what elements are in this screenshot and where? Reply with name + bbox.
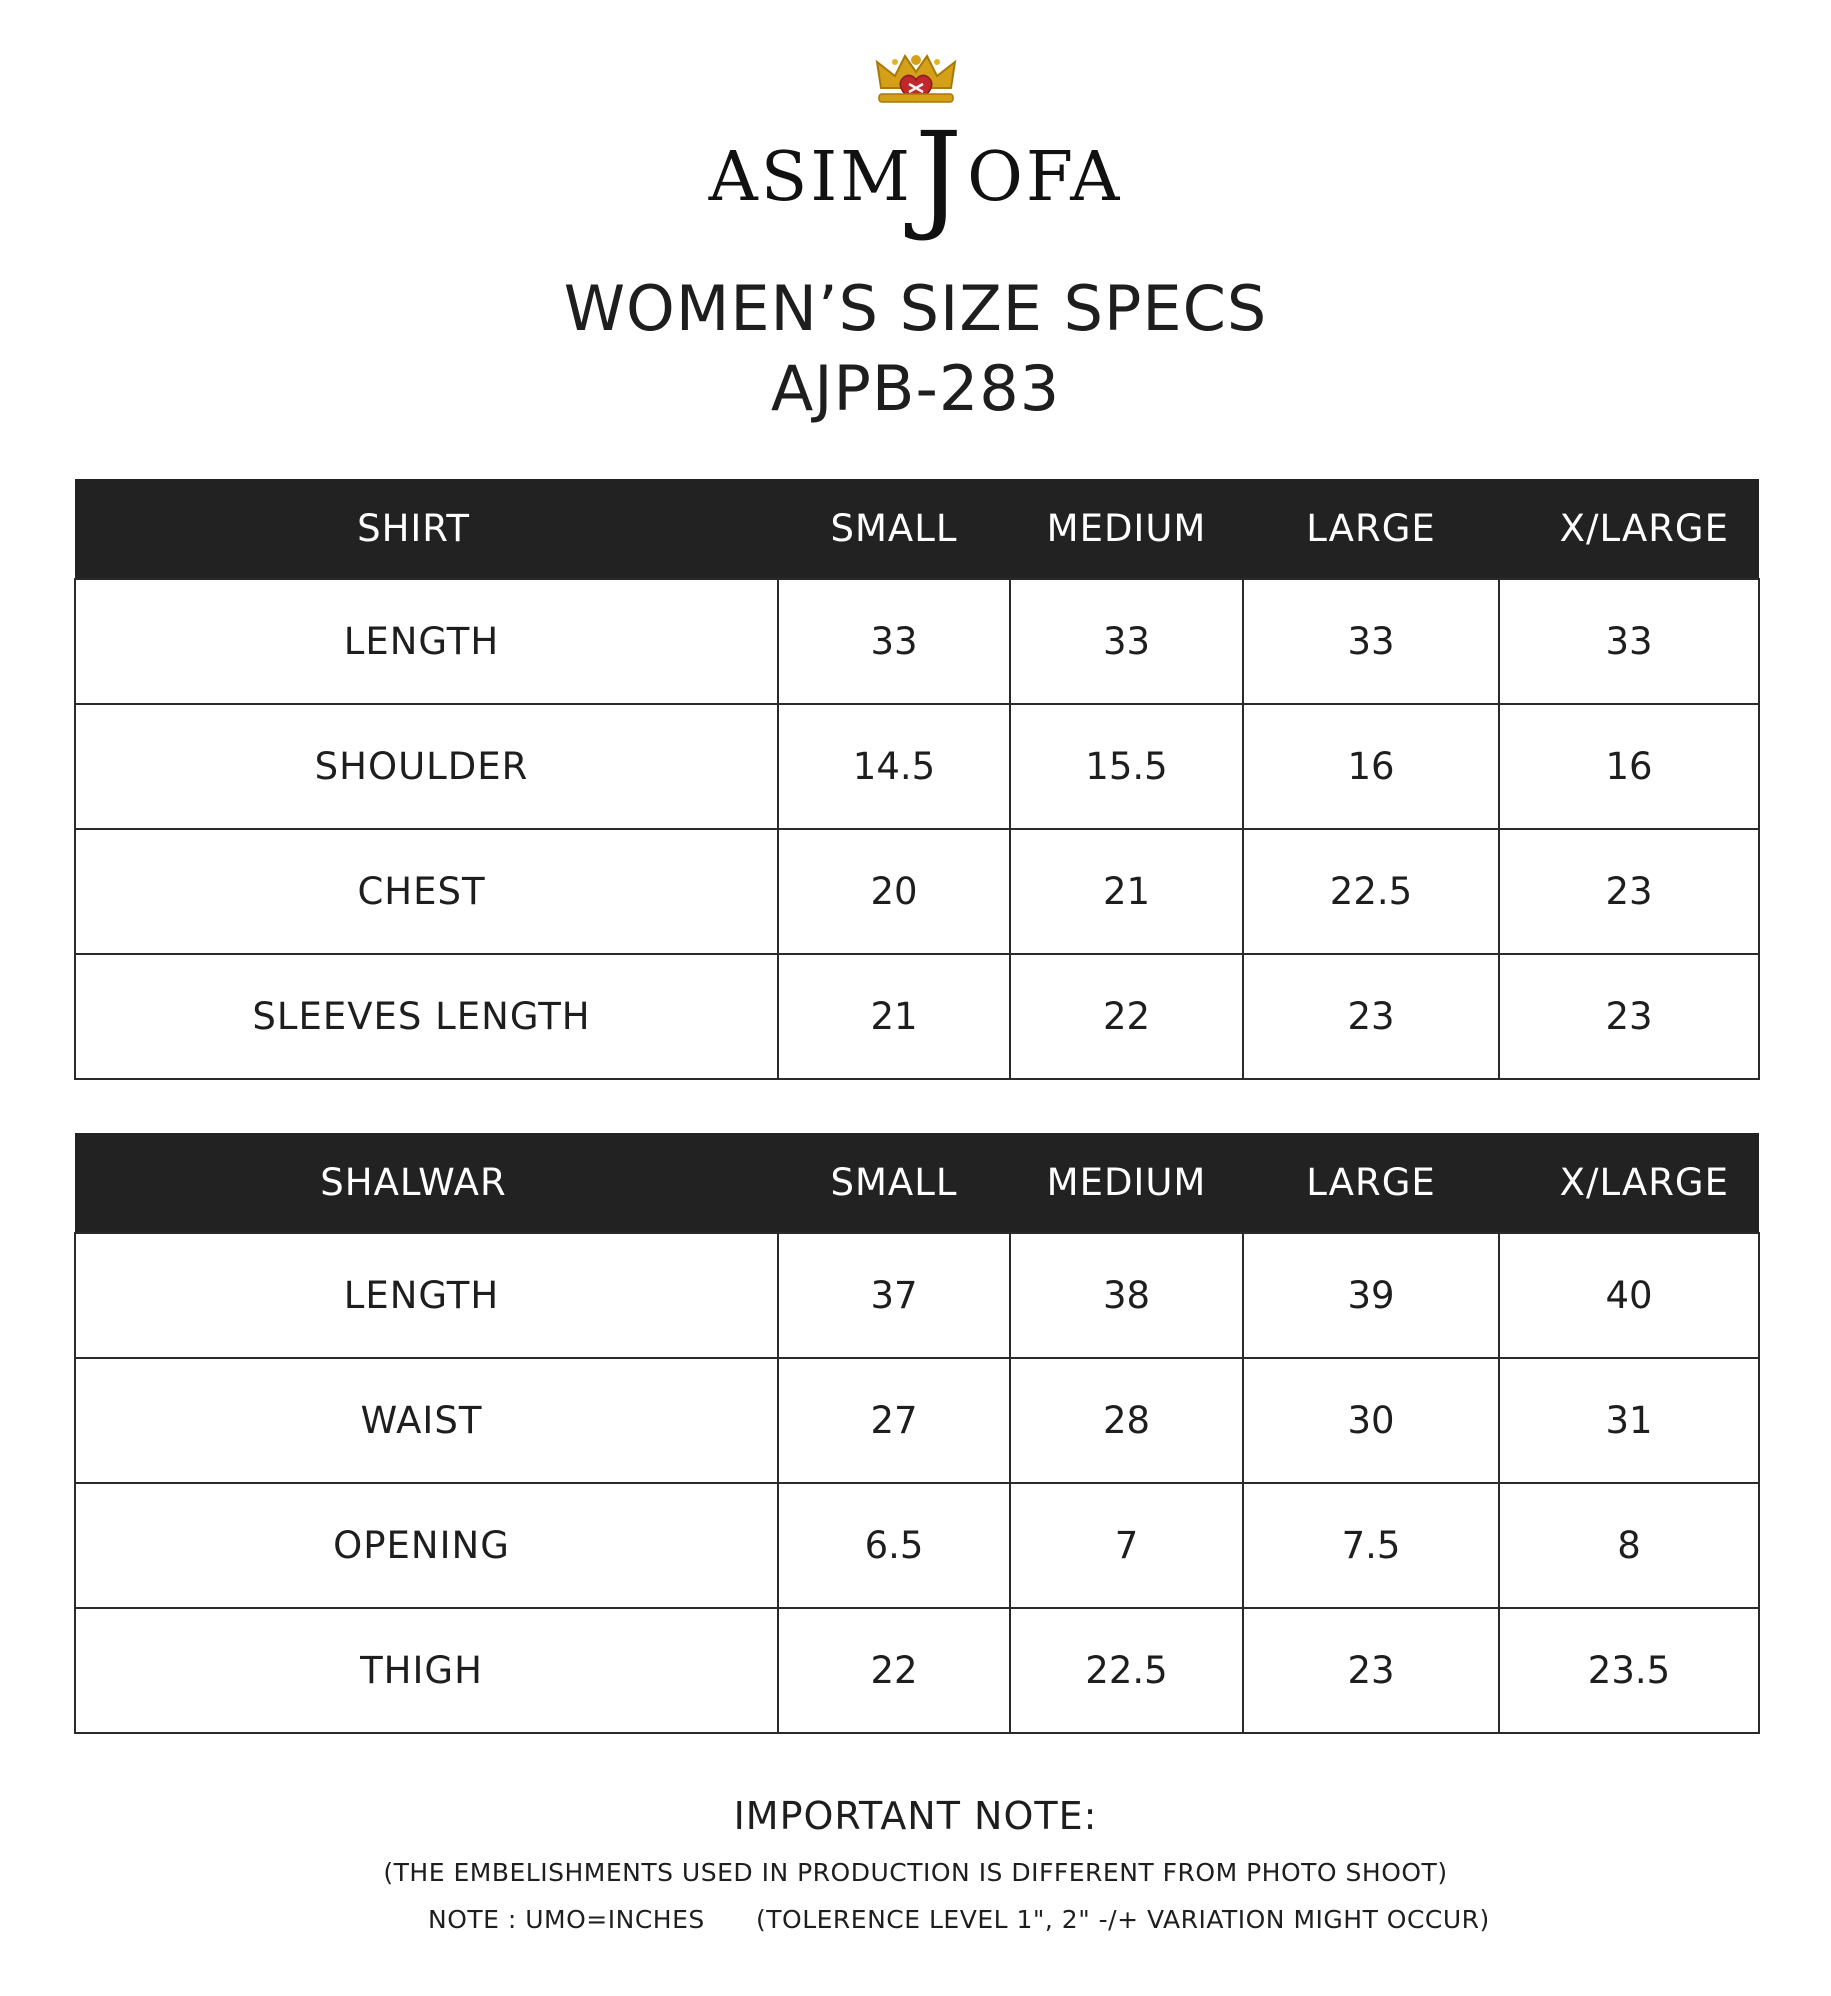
size-value: 21 (1010, 829, 1243, 954)
row-label: CHEST (75, 829, 778, 954)
table-row (75, 1233, 1759, 1358)
table-row (75, 704, 1759, 829)
size-value: 7 (1010, 1483, 1243, 1608)
product-code: AJPB-283 (770, 352, 1061, 425)
table-row (75, 1358, 1759, 1483)
size-value: 22.5 (1243, 829, 1499, 954)
size-value: 16 (1243, 704, 1499, 829)
size-value: 39 (1243, 1233, 1499, 1358)
tolerance-note: (TOLERENCE LEVEL 1", 2" -/+ VARIATION MIGHT OCCUR) (756, 1905, 1490, 1934)
column-header-small: SMALL (830, 1161, 958, 1204)
column-header-xlarge: X/LARGE (1559, 507, 1729, 550)
table-header-row (75, 479, 1759, 579)
table-row (75, 954, 1759, 1079)
shirt-size-table (74, 479, 1760, 1080)
size-value: 33 (1499, 579, 1759, 704)
column-header-large: LARGE (1306, 507, 1436, 550)
size-value: 23 (1243, 1608, 1499, 1733)
row-label: OPENING (75, 1483, 778, 1608)
size-value: 23 (1499, 829, 1759, 954)
column-header-large: LARGE (1306, 1161, 1436, 1204)
column-header-small: SMALL (830, 507, 958, 550)
shalwar-size-table (74, 1133, 1760, 1734)
brand-j-letter: J (914, 106, 966, 244)
size-value: 33 (1243, 579, 1499, 704)
size-value: 22 (1010, 954, 1243, 1079)
row-label: LENGTH (75, 1233, 778, 1358)
size-value: 28 (1010, 1358, 1243, 1483)
size-value: 6.5 (778, 1483, 1010, 1608)
table-row (75, 1608, 1759, 1733)
column-header-medium: MEDIUM (1046, 1161, 1207, 1204)
size-value: 8 (1499, 1483, 1759, 1608)
column-header-xlarge: X/LARGE (1559, 1161, 1729, 1204)
brand-word-right: OFA (967, 138, 1123, 217)
size-value: 23.5 (1499, 1608, 1759, 1733)
size-value: 38 (1010, 1233, 1243, 1358)
size-value: 20 (778, 829, 1010, 954)
row-label: THIGH (75, 1608, 778, 1733)
table-row (75, 829, 1759, 954)
size-value: 31 (1499, 1358, 1759, 1483)
size-value: 14.5 (778, 704, 1010, 829)
size-value: 30 (1243, 1358, 1499, 1483)
row-label: SHOULDER (75, 704, 778, 829)
unit-of-measure-note: NOTE : UMO=INCHES (428, 1905, 705, 1934)
size-value: 16 (1499, 704, 1759, 829)
brand-logo (0, 48, 1831, 244)
size-value: 22 (778, 1608, 1010, 1733)
column-header-garment: SHALWAR (320, 1161, 507, 1204)
table-row (75, 579, 1759, 704)
size-value: 23 (1499, 954, 1759, 1079)
size-value: 33 (1010, 579, 1243, 704)
size-value: 21 (778, 954, 1010, 1079)
size-value: 37 (778, 1233, 1010, 1358)
brand-word-left: ASIM (708, 138, 913, 217)
crown-emblem-icon (871, 48, 961, 110)
size-value: 22.5 (1010, 1608, 1243, 1733)
size-value: 15.5 (1010, 704, 1243, 829)
size-value: 7.5 (1243, 1483, 1499, 1608)
column-header-medium: MEDIUM (1046, 507, 1207, 550)
size-value: 33 (778, 579, 1010, 704)
important-note-heading: IMPORTANT NOTE: (733, 1794, 1098, 1838)
row-label: SLEEVES LENGTH (75, 954, 778, 1079)
brand-wordmark (0, 106, 1831, 244)
size-value: 23 (1243, 954, 1499, 1079)
table-row (75, 1483, 1759, 1608)
row-label: WAIST (75, 1358, 778, 1483)
size-value: 40 (1499, 1233, 1759, 1358)
size-value: 27 (778, 1358, 1010, 1483)
embellishment-note: (THE EMBELISHMENTS USED IN PRODUCTION IS DIFFERENT FROM PHOTO SHOOT) (383, 1858, 1448, 1887)
page-title: WOMEN’S SIZE SPECS (563, 272, 1268, 345)
row-label: LENGTH (75, 579, 778, 704)
column-header-garment: SHIRT (357, 507, 470, 550)
table-header-row (75, 1133, 1759, 1233)
